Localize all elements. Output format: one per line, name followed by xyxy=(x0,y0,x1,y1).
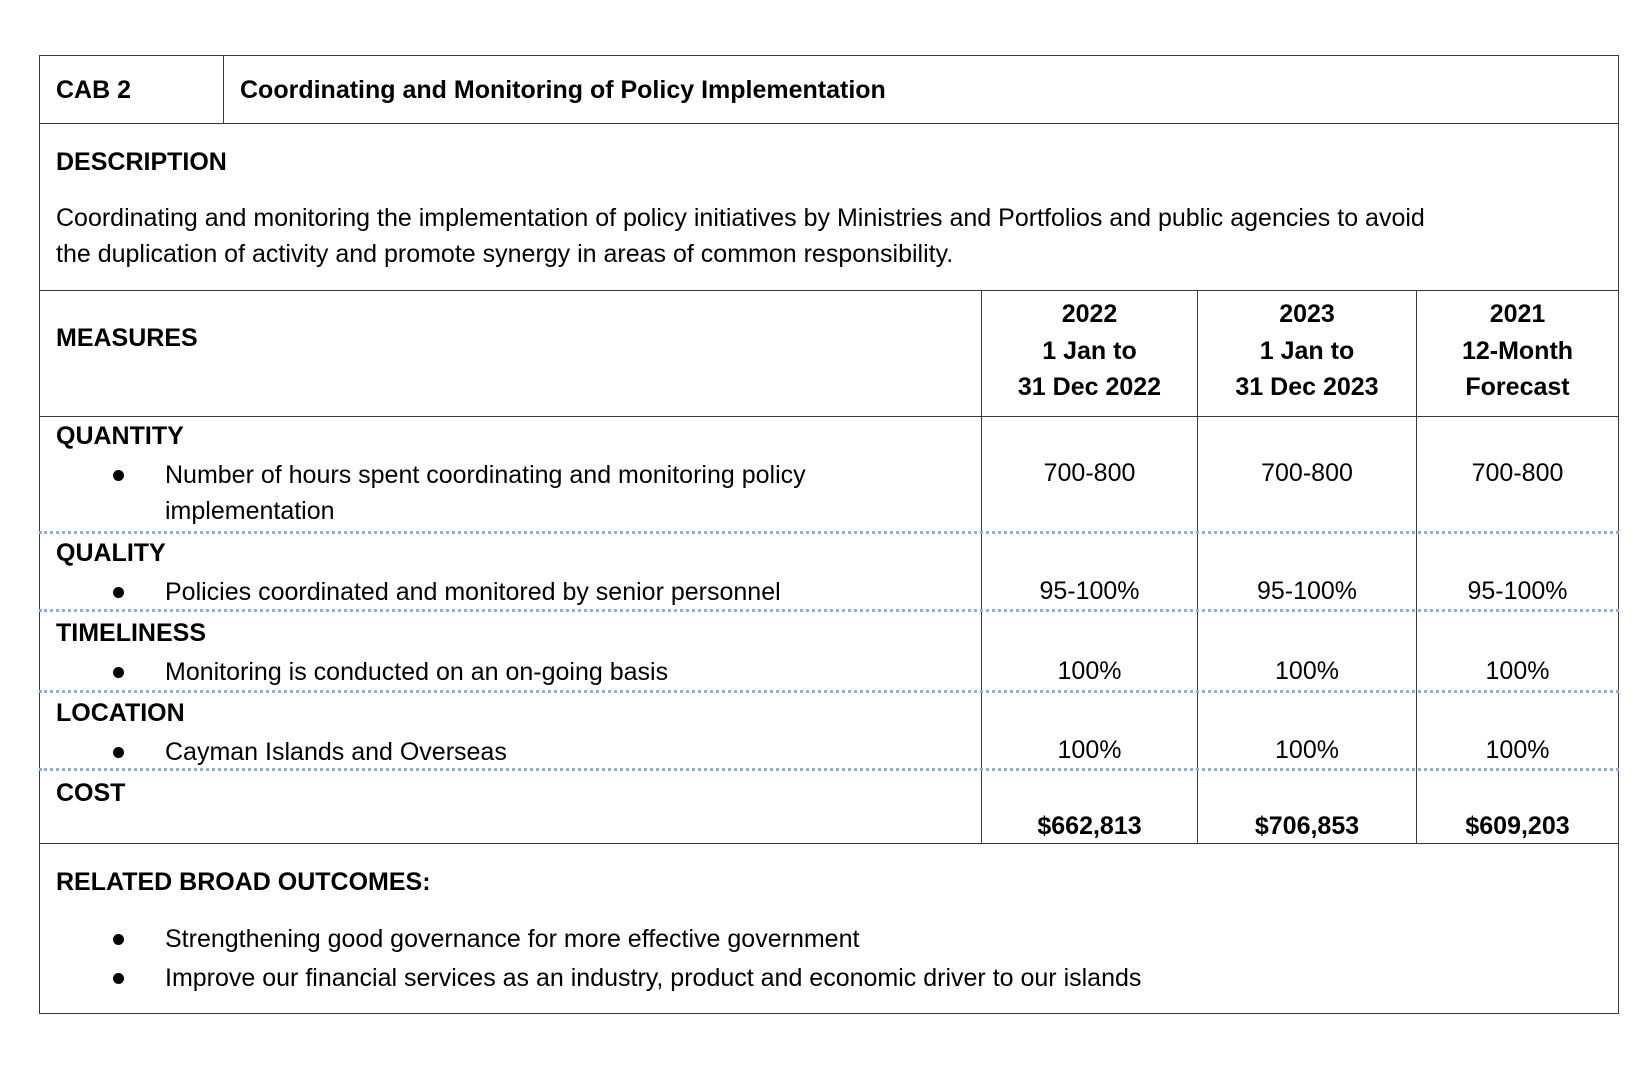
outcome-item: Strengthening good governance for more effective government xyxy=(165,925,860,953)
description-text-line-1: Coordinating and monitoring the implementation of policy initiatives by Ministries and Portfolios and public agencies to avoid xyxy=(56,204,1425,232)
table-left-border xyxy=(39,55,40,1014)
value-2021: 95-100% xyxy=(1467,577,1568,605)
output-code: CAB 2 xyxy=(56,76,132,104)
bullet-icon xyxy=(113,973,124,984)
header-code-divider xyxy=(223,55,224,124)
bullet-icon xyxy=(113,470,124,481)
bullet-icon xyxy=(113,934,124,945)
separator-timeliness-location xyxy=(39,690,1619,693)
measures-header-bottom-border xyxy=(39,416,1619,417)
measure-text-line-1: Policies coordinated and monitored by senior personnel xyxy=(165,578,781,606)
measure-text-line-2: implementation xyxy=(165,497,335,525)
table-right-border xyxy=(1618,55,1619,1014)
column-period-start: 1 Jan to xyxy=(1259,336,1355,365)
separator-quantity-quality xyxy=(39,531,1619,534)
column-header-2021-forecast xyxy=(1417,296,1618,414)
bullet-icon xyxy=(113,747,124,758)
column-year: 2023 xyxy=(1279,300,1335,328)
column-period-start: 1 Jan to xyxy=(1042,336,1137,365)
bullet-icon xyxy=(113,587,124,598)
description-bottom-border xyxy=(39,290,1619,291)
category-label: COST xyxy=(56,779,126,807)
outcome-item: Improve our financial services as an industry, product and economic driver to our islands xyxy=(165,964,1142,992)
category-label: QUALITY xyxy=(56,539,166,567)
category-label: LOCATION xyxy=(56,699,185,727)
bullet-icon xyxy=(113,667,124,678)
value-2021: 700-800 xyxy=(1471,459,1564,487)
measure-text-line-1: Cayman Islands and Overseas xyxy=(165,738,507,766)
column-period-end: Forecast xyxy=(1465,373,1570,401)
column-period-end: 31 Dec 2023 xyxy=(1235,373,1379,401)
value-2022: 95-100% xyxy=(1039,577,1140,605)
category-label: TIMELINESS xyxy=(56,619,207,647)
column-header-2022 xyxy=(982,296,1197,414)
table-bottom-border xyxy=(39,1013,1619,1014)
column-year: 2022 xyxy=(1061,300,1118,328)
measure-text-line-1: Number of hours spent coordinating and monitoring policy xyxy=(165,461,806,489)
cost-2022: $662,813 xyxy=(1037,812,1142,840)
measures-heading: MEASURES xyxy=(56,324,198,352)
output-title: Coordinating and Monitoring of Policy Implementation xyxy=(240,76,886,104)
cost-2023: $706,853 xyxy=(1254,812,1360,840)
column-period-end: 31 Dec 2022 xyxy=(1017,373,1162,401)
outcomes-heading: RELATED BROAD OUTCOMES: xyxy=(56,868,431,896)
description-text-line-2: the duplication of activity and promote synergy in areas of common responsibility. xyxy=(56,240,954,268)
value-2023: 95-100% xyxy=(1256,577,1358,605)
value-2023: 100% xyxy=(1275,736,1339,764)
table-top-border xyxy=(39,55,1619,56)
column-year: 2021 xyxy=(1489,300,1546,328)
column-period-start: 12-Month xyxy=(1461,336,1574,365)
value-2021: 100% xyxy=(1485,736,1550,764)
value-2021: 100% xyxy=(1485,657,1550,685)
measure-text-line-1: Monitoring is conducted on an on-going basis xyxy=(165,658,669,686)
value-2022: 100% xyxy=(1057,736,1122,764)
value-2023: 100% xyxy=(1275,657,1339,685)
value-2022: 700-800 xyxy=(1043,459,1136,487)
description-heading: DESCRIPTION xyxy=(56,148,227,176)
column-header-2023 xyxy=(1198,296,1416,414)
header-bottom-border xyxy=(39,123,1619,124)
category-label: QUANTITY xyxy=(56,422,184,450)
cost-2021: $609,203 xyxy=(1465,812,1570,840)
value-2022: 100% xyxy=(1057,657,1122,685)
value-2023: 700-800 xyxy=(1261,459,1353,487)
